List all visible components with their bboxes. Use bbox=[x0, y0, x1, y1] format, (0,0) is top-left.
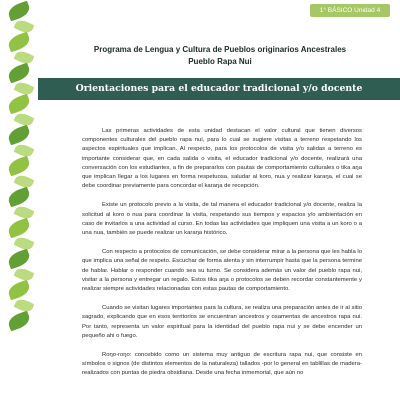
section-banner: Orientaciones para el educador tradicional y/o docente bbox=[38, 78, 400, 100]
leaf-icon bbox=[6, 187, 31, 208]
leaf-icon bbox=[6, 125, 31, 146]
paragraph: Cuando se visitan lugares importantes para la cultura, se realiza una preparación antes de ir al sitio sagrado, explicando que en esos territorios se encuentran ancestros y osamentas de ancestros rapa nui. Por tanto, representa un valor espiritual para la identidad del pueblo rapa nui y se debe encender un pequeño ahi o fuego. bbox=[82, 305, 362, 339]
paragraph: Con respecto a protocolos de comunicación, se debe considerar mirar a la persona que les habla lo que implica una señal de respeto. Escuchar de forma atenta y sin interrumpir hasta que la persona termine de hablar. Hablar o responder cuando sea su turno. Se considera además un valor del pueblo rapa nui, visitar a la persona y entregar un regalo. Estos tika aŋa o protocolos se deben recordar constantemente y realizar siempre actividades relacionadas con estas pautas de comportamiento. bbox=[82, 249, 362, 293]
paragraph: Las primeras actividades de esta unidad destacan el valor cultural que tienen diversos componentes culturales del pueblo rapa nui, para lo cual se sugiere visitas a terreno respetando los aspectos espirituales que implican. Al respecto, para los protocolos de visita y/o salidas a terreno es importante considerar que, en cada salida o visita, el educador tradicional y/o docente, realizará una conversación con los estudiantes, a fin de prepararlos con pautas de comportamiento culturales o tika aŋa que implican llegar a los lugares en forma respetuosa, saludar al koro, nua y realizar karaŋa, el cual se debe coordinar previamente para concordar el karaŋa de recepción. bbox=[82, 128, 362, 190]
leaf-icon bbox=[6, 311, 31, 332]
leaf-icon bbox=[6, 156, 31, 177]
program-title-line2: Pueblo Rapa Nui bbox=[188, 57, 252, 66]
leaf-icon bbox=[6, 63, 31, 84]
leaf-icon bbox=[6, 94, 31, 115]
leaf-icon bbox=[6, 218, 31, 239]
paragraph: Roŋo-roŋo: concebido como un sistema muy antiguo de escritura rapa nui, que consiste en símbolos o signos (de distintos elementos de la naturaleza) tallados -por lo general en tablillas de madera- realizados con puntas de piedra obsidiana. Desde una fecha inmemorial, que aún no bbox=[82, 352, 362, 377]
unit-tag: 1° BÁSICO Unidad 4 bbox=[310, 4, 390, 17]
program-title bbox=[40, 44, 400, 68]
body-text bbox=[82, 127, 362, 389]
decorative-leaf-border bbox=[0, 0, 38, 400]
leaf-icon bbox=[6, 32, 31, 53]
paragraph: Existe un protocolo previo a la visita, de tal manera el educador tradicional y/o docente, realiza la solicitud al koro o nua para coordinar la visita, respetando sus tiempos y espacios y/o ambientación en caso de invitarlos a una actividad al curso. En todas las actividades que impliquen una visita a un koro o a una nua, también se puede realizar un karaŋa histórico. bbox=[82, 202, 362, 237]
leaf-icon bbox=[6, 249, 31, 270]
leaf-icon bbox=[6, 1, 31, 22]
program-title-line1: Programa de Lengua y Cultura de Pueblos originarios Ancestrales bbox=[93, 45, 347, 54]
leaf-icon bbox=[6, 280, 31, 301]
